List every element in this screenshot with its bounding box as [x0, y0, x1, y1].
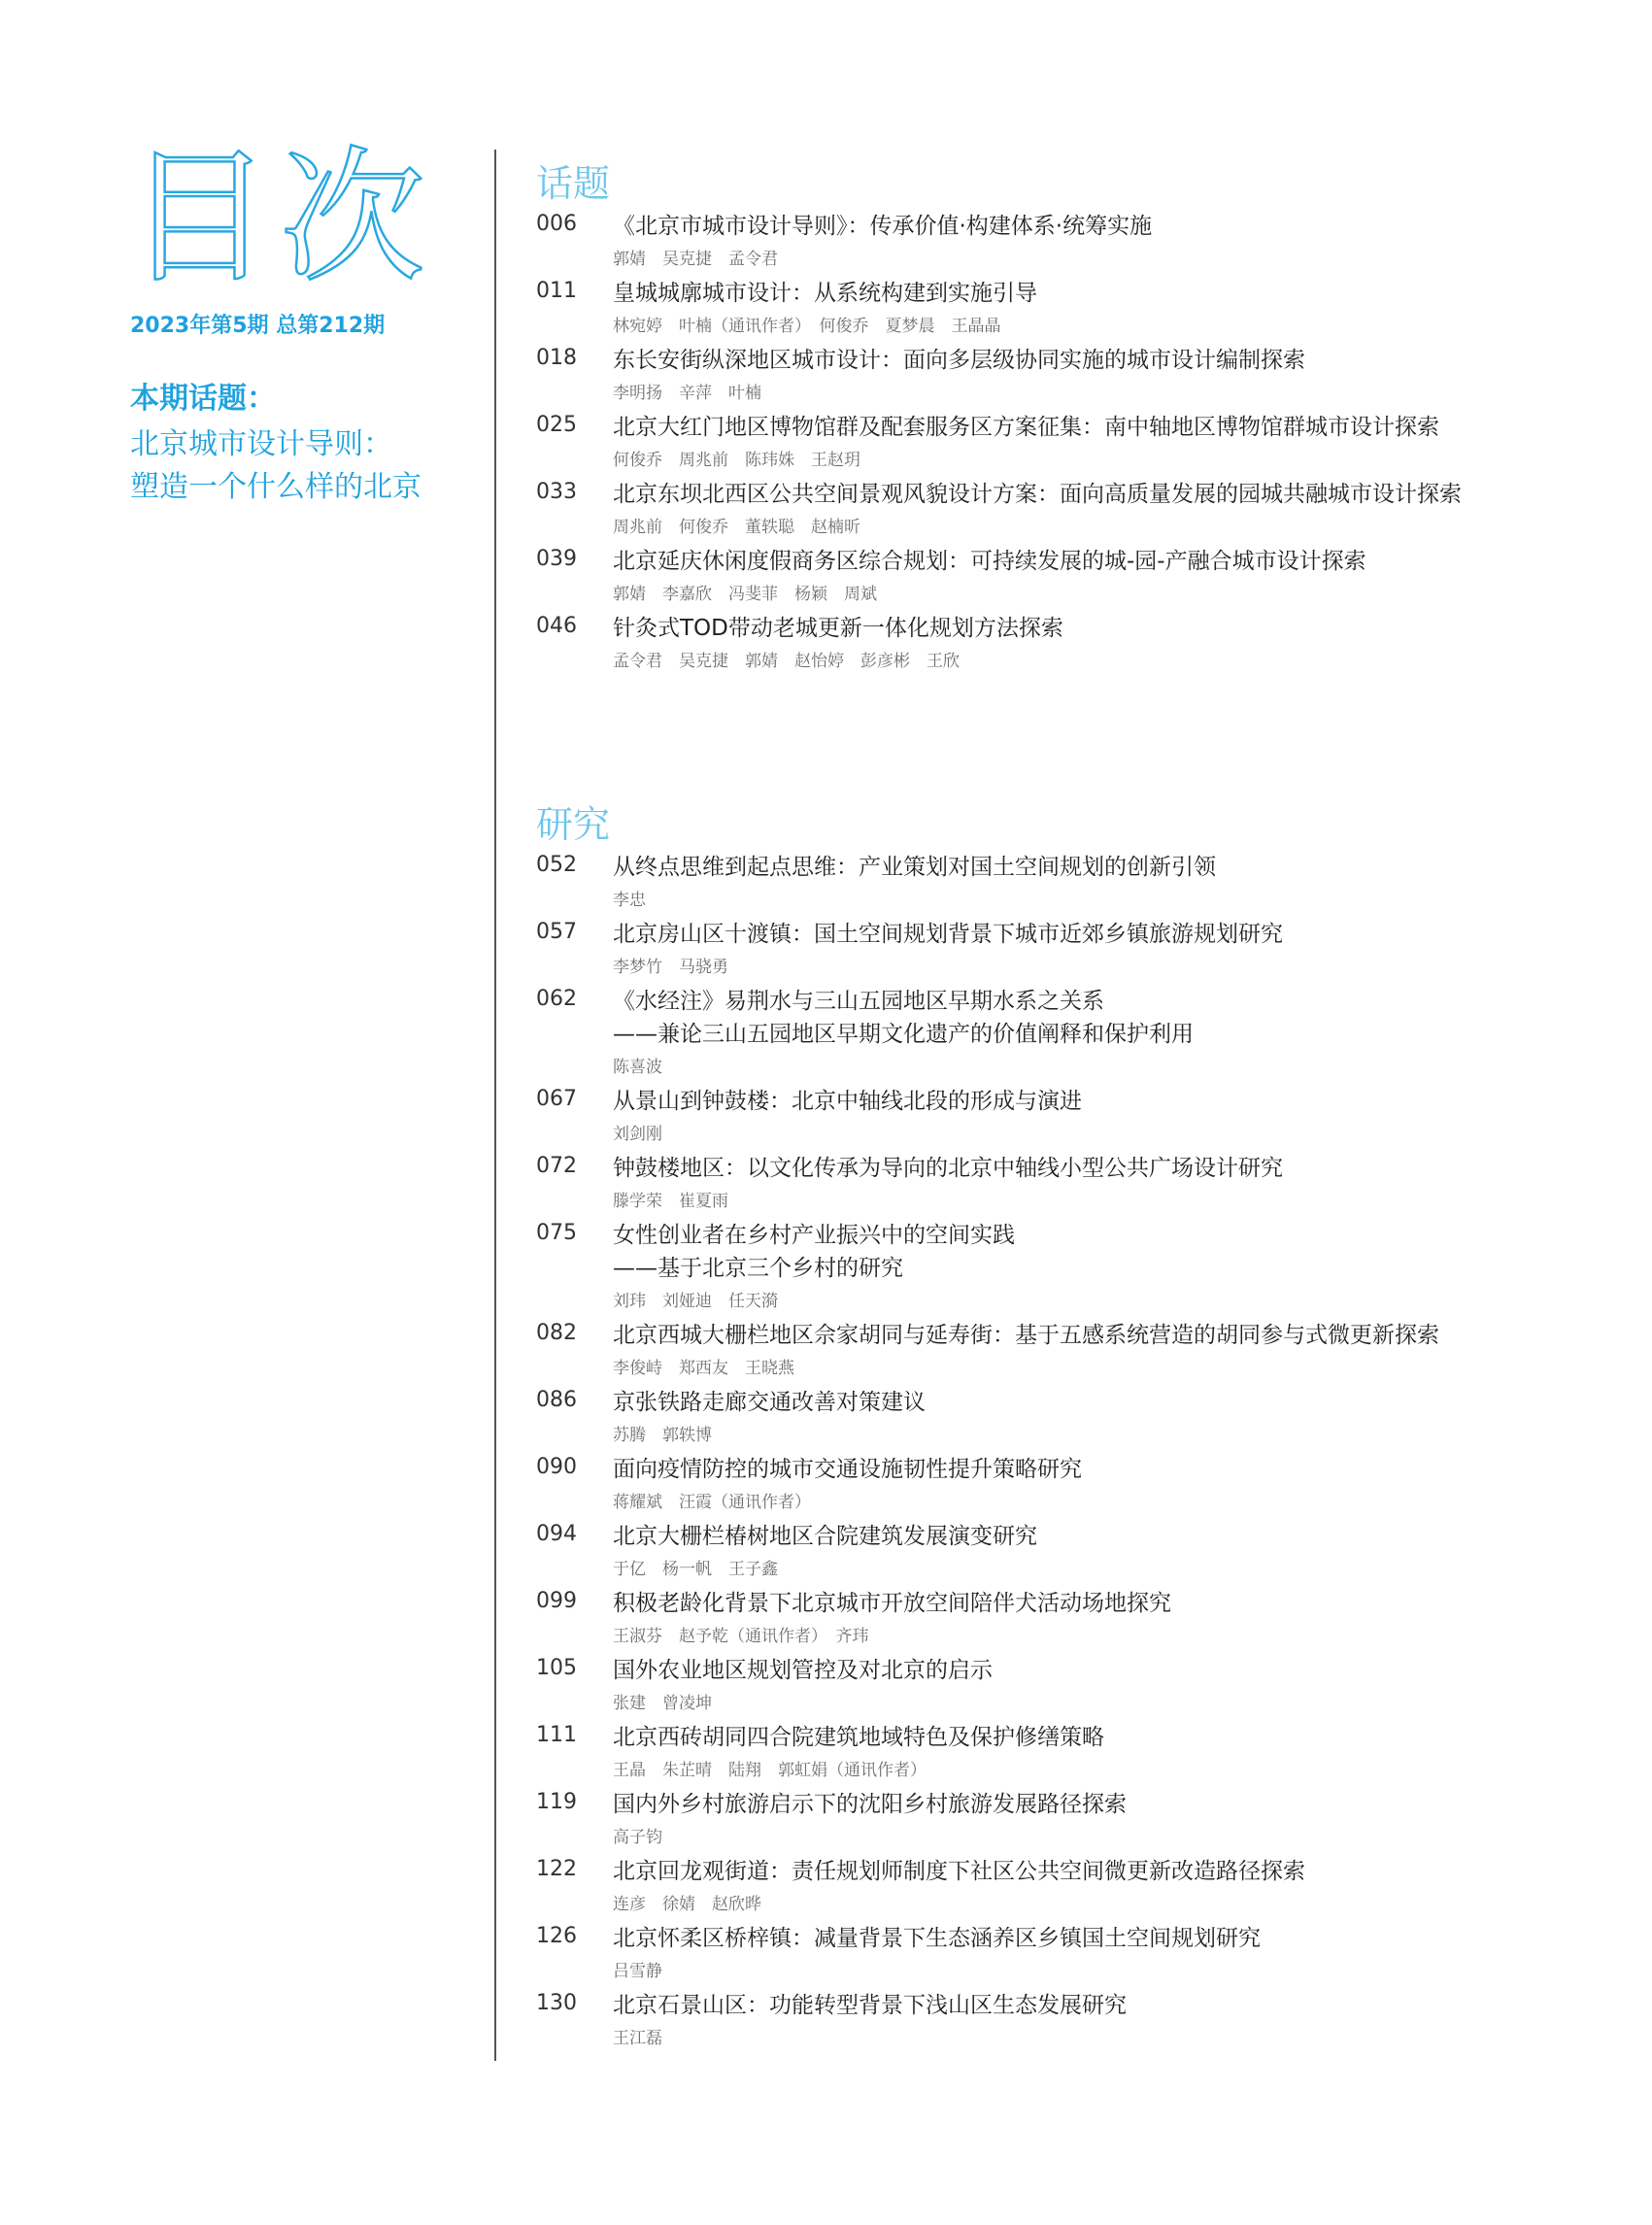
article-title[interactable]: [613, 985, 1194, 1051]
masthead-title: 目次: [126, 134, 434, 303]
article-title[interactable]: [613, 918, 1283, 951]
article-title-line: 《水经注》易荆水与三山五园地区早期水系之关系: [613, 989, 1104, 1014]
article-authors: 郭婧 李嘉欣 冯斐菲 杨颖 周斌: [613, 585, 877, 604]
article-title-line: 面向疫情防控的城市交通设施韧性提升策略研究: [613, 1457, 1082, 1482]
article-title[interactable]: [613, 1152, 1283, 1185]
section-title: 话题: [536, 162, 611, 205]
article-title-line: 积极老龄化背景下北京城市开放空间陪伴犬活动场地探究: [613, 1591, 1171, 1616]
article-authors: 于亿 杨一帆 王子鑫: [613, 1560, 778, 1579]
page-number: 018: [536, 346, 577, 370]
page-number: 033: [536, 480, 577, 504]
article-title[interactable]: [613, 1922, 1261, 1955]
page-number: 086: [536, 1388, 577, 1412]
article-title-line: 北京延庆休闲度假商务区综合规划：可持续发展的城-园-产融合城市设计探索: [613, 549, 1366, 574]
article-authors: 刘剑刚: [613, 1125, 662, 1144]
article-authors: 陈喜波: [613, 1058, 662, 1077]
page-number: 075: [536, 1221, 577, 1245]
page-number: 105: [536, 1656, 577, 1680]
page-number: 057: [536, 920, 577, 944]
article-title-line: 北京回龙观街道：责任规划师制度下社区公共空间微更新改造路径探索: [613, 1859, 1305, 1884]
page-number: 072: [536, 1154, 577, 1178]
article-authors: 孟令君 吴克捷 郭婧 赵怡婷 彭彦彬 王欣: [613, 652, 960, 671]
page-number: 111: [536, 1723, 577, 1747]
article-title-line: 东长安街纵深地区城市设计：面向多层级协同实施的城市设计编制探索: [613, 348, 1305, 373]
page-number: 052: [536, 853, 577, 877]
article-authors: 刘玮 刘娅迪 任天漪: [613, 1292, 778, 1311]
article-title[interactable]: [613, 1989, 1127, 2022]
article-authors: 林宛婷 叶楠（通讯作者） 何俊乔 夏梦晨 王晶晶: [613, 317, 1001, 336]
page-number: 126: [536, 1924, 577, 1948]
page-number: 122: [536, 1857, 577, 1881]
page-number: 067: [536, 1087, 577, 1111]
article-authors: 李梦竹 马骁勇: [613, 958, 728, 977]
article-title[interactable]: [613, 1085, 1082, 1118]
page-number: 039: [536, 547, 577, 571]
article-title[interactable]: [613, 1319, 1439, 1352]
page-number: 006: [536, 212, 577, 236]
section-title: 研究: [536, 803, 611, 846]
article-title-line: 北京大红门地区博物馆群及配套服务区方案征集：南中轴地区博物馆群城市设计探索: [613, 415, 1439, 440]
article-title-line: 皇城城廓城市设计：从系统构建到实施引导: [613, 281, 1037, 306]
page-number: 090: [536, 1455, 577, 1479]
issue-info: 2023年第5期 总第212期: [130, 314, 386, 338]
article-title-line: 从景山到钟鼓楼：北京中轴线北段的形成与演进: [613, 1089, 1082, 1114]
page-number: 011: [536, 279, 577, 303]
article-title[interactable]: [613, 1386, 926, 1419]
article-title-line: 北京房山区十渡镇：国土空间规划背景下城市近郊乡镇旅游规划研究: [613, 922, 1283, 947]
article-authors: 高子钧: [613, 1828, 662, 1847]
article-title[interactable]: [613, 1654, 993, 1687]
article-authors: 李明扬 辛萍 叶楠: [613, 384, 761, 403]
article-title[interactable]: [613, 1219, 1015, 1285]
article-title[interactable]: [613, 1721, 1104, 1754]
page-number: 025: [536, 413, 577, 437]
page-number: 119: [536, 1790, 577, 1814]
article-title-line: 北京怀柔区桥梓镇：减量背景下生态涵养区乡镇国土空间规划研究: [613, 1926, 1261, 1951]
article-authors: 王淑芬 赵予乾（通讯作者） 齐玮: [613, 1627, 869, 1646]
article-title[interactable]: [613, 1855, 1305, 1888]
topic-title: [130, 423, 421, 509]
article-title-line: ——兼论三山五园地区早期文化遗产的价值阐释和保护利用: [613, 1022, 1194, 1047]
article-authors: 吕雪静: [613, 1962, 662, 1981]
article-authors: 周兆前 何俊乔 董轶聪 赵楠昕: [613, 518, 860, 537]
article-authors: 连彦 徐婧 赵欣晔: [613, 1895, 761, 1914]
article-authors: 何俊乔 周兆前 陈玮姝 王赵玥: [613, 451, 860, 470]
article-title[interactable]: [613, 210, 1152, 243]
article-authors: 郭婧 吴克捷 孟令君: [613, 250, 778, 269]
article-authors: 王晶 朱芷晴 陆翔 郭虹娟（通讯作者）: [613, 1761, 927, 1780]
article-title-line: 《北京市城市设计导则》：传承价值·构建体系·统筹实施: [613, 214, 1153, 239]
article-title[interactable]: [613, 851, 1216, 884]
page-number: 094: [536, 1522, 577, 1546]
article-title[interactable]: [613, 1587, 1171, 1620]
article-title-line: 北京大栅栏椿树地区合院建筑发展演变研究: [613, 1524, 1037, 1549]
page-number: 099: [536, 1589, 577, 1613]
article-title-line: 京张铁路走廊交通改善对策建议: [613, 1390, 926, 1415]
article-authors: 李忠: [613, 891, 646, 910]
article-authors: 苏腾 郭轶博: [613, 1426, 712, 1445]
article-title-line: ——基于北京三个乡村的研究: [613, 1256, 903, 1281]
article-title[interactable]: [613, 478, 1462, 511]
article-title-line: 北京东坝北西区公共空间景观风貌设计方案：面向高质量发展的园城共融城市设计探索: [613, 482, 1462, 507]
article-authors: 蒋耀斌 汪霞（通讯作者）: [613, 1493, 811, 1512]
article-title[interactable]: [613, 1453, 1082, 1486]
article-title[interactable]: [613, 612, 1063, 645]
article-title-line: 北京西城大栅栏地区佘家胡同与延寿街：基于五感系统营造的胡同参与式微更新探索: [613, 1323, 1439, 1348]
page-number: 130: [536, 1991, 577, 2015]
article-title-line: 女性创业者在乡村产业振兴中的空间实践: [613, 1223, 1015, 1248]
article-title-line: 针灸式TOD带动老城更新一体化规划方法探索: [613, 616, 1063, 641]
article-title-line: 钟鼓楼地区：以文化传承为导向的北京中轴线小型公共广场设计研究: [613, 1156, 1283, 1181]
article-authors: 张建 曾凌坤: [613, 1694, 712, 1713]
article-title-line: 北京西砖胡同四合院建筑地域特色及保护修缮策略: [613, 1725, 1104, 1750]
article-authors: 王江磊: [613, 2029, 662, 2048]
article-title-line: 从终点思维到起点思维：产业策划对国土空间规划的创新引领: [613, 855, 1216, 880]
topic-heading: 本期话题：: [130, 382, 276, 416]
article-title[interactable]: [613, 1788, 1127, 1821]
page-number: 046: [536, 614, 577, 638]
article-title-line: 国外农业地区规划管控及对北京的启示: [613, 1658, 993, 1683]
article-title-line: 国内外乡村旅游启示下的沈阳乡村旅游发展路径探索: [613, 1792, 1127, 1817]
article-title[interactable]: [613, 277, 1037, 310]
topic-title-line: 塑造一个什么样的北京: [130, 470, 421, 504]
article-authors: 李俊峙 郑西友 王晓燕: [613, 1359, 794, 1378]
page-number: 062: [536, 987, 577, 1011]
article-title[interactable]: [613, 545, 1366, 578]
article-authors: 滕学荣 崔夏雨: [613, 1192, 728, 1211]
topic-title-line: 北京城市设计导则：: [130, 427, 392, 461]
article-title[interactable]: [613, 1520, 1037, 1553]
article-title-line: 北京石景山区：功能转型背景下浅山区生态发展研究: [613, 1993, 1127, 2018]
page-number: 082: [536, 1321, 577, 1345]
article-title[interactable]: [613, 344, 1305, 377]
article-title[interactable]: [613, 411, 1439, 444]
column-divider: [494, 150, 496, 2061]
